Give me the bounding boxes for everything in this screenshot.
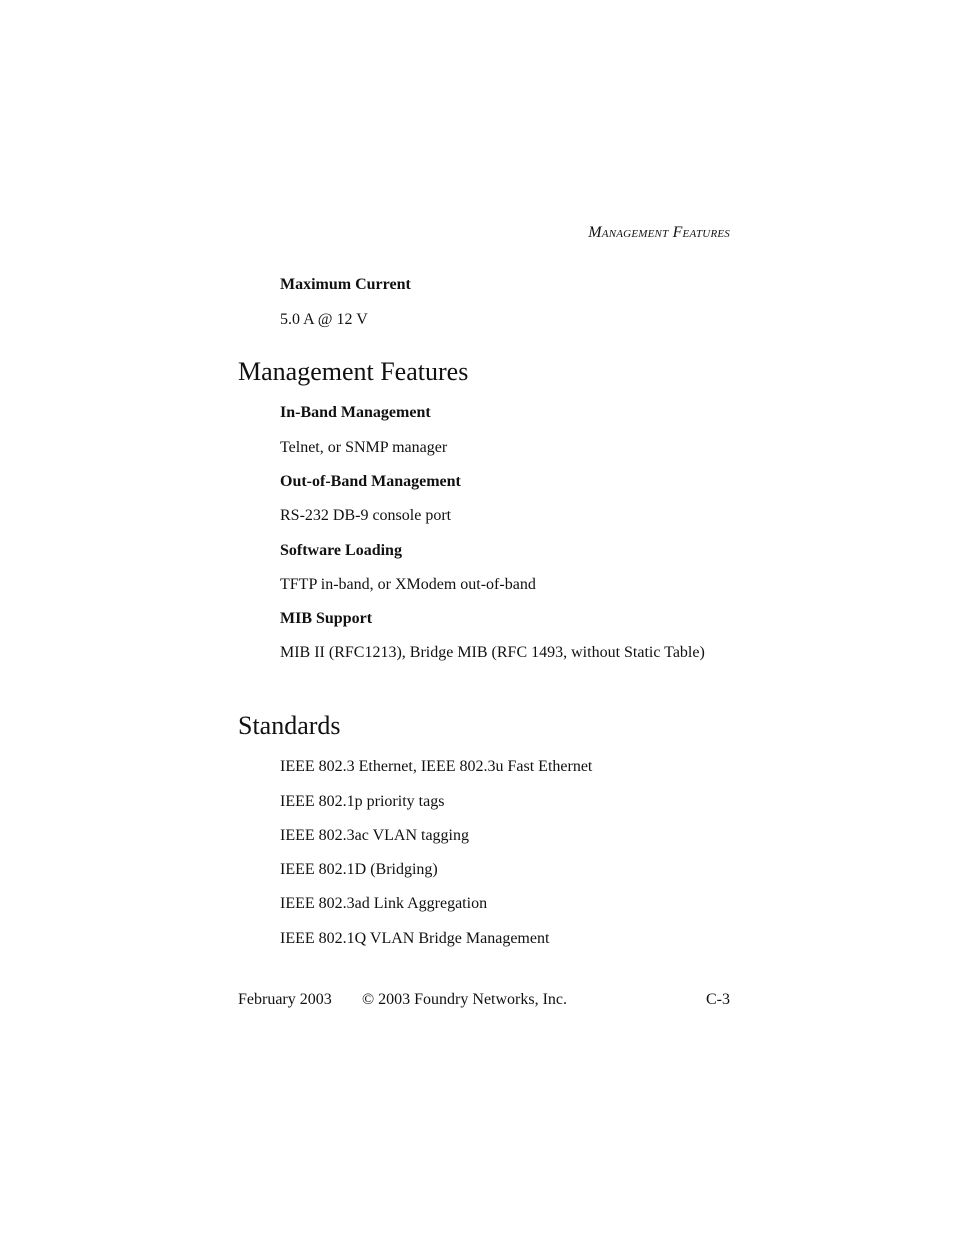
standard-item: IEEE 802.3 Ethernet, IEEE 802.3u Fast Ethernet (280, 758, 593, 775)
in-band-management-label: In-Band Management (280, 404, 431, 421)
maximum-current-value: 5.0 A @ 12 V (280, 311, 368, 328)
standard-item: IEEE 802.3ac VLAN tagging (280, 827, 469, 844)
running-header (588, 224, 730, 242)
software-loading-value: TFTP in-band, or XModem out-of-band (280, 576, 536, 593)
maximum-current-label: Maximum Current (280, 276, 411, 293)
running-header-text: Management Features (588, 224, 730, 241)
footer-page-number: C-3 (706, 991, 730, 1008)
footer-date: February 2003 (238, 991, 332, 1008)
standard-item: IEEE 802.1p priority tags (280, 793, 445, 810)
standards-heading: Standards (238, 711, 341, 740)
standard-item: IEEE 802.1Q VLAN Bridge Management (280, 930, 550, 947)
software-loading-label: Software Loading (280, 542, 402, 559)
management-features-heading: Management Features (238, 357, 469, 386)
standard-item: IEEE 802.1D (Bridging) (280, 861, 438, 878)
mib-support-label: MIB Support (280, 610, 373, 627)
mib-support-value: MIB II (RFC1213), Bridge MIB (RFC 1493, without Static Table) (280, 644, 705, 661)
out-of-band-management-label: Out-of-Band Management (280, 473, 461, 490)
standard-item: IEEE 802.3ad Link Aggregation (280, 895, 488, 912)
footer-copyright: © 2003 Foundry Networks, Inc. (362, 991, 568, 1008)
out-of-band-management-value: RS-232 DB-9 console port (280, 507, 452, 524)
in-band-management-value: Telnet, or SNMP manager (280, 439, 448, 456)
